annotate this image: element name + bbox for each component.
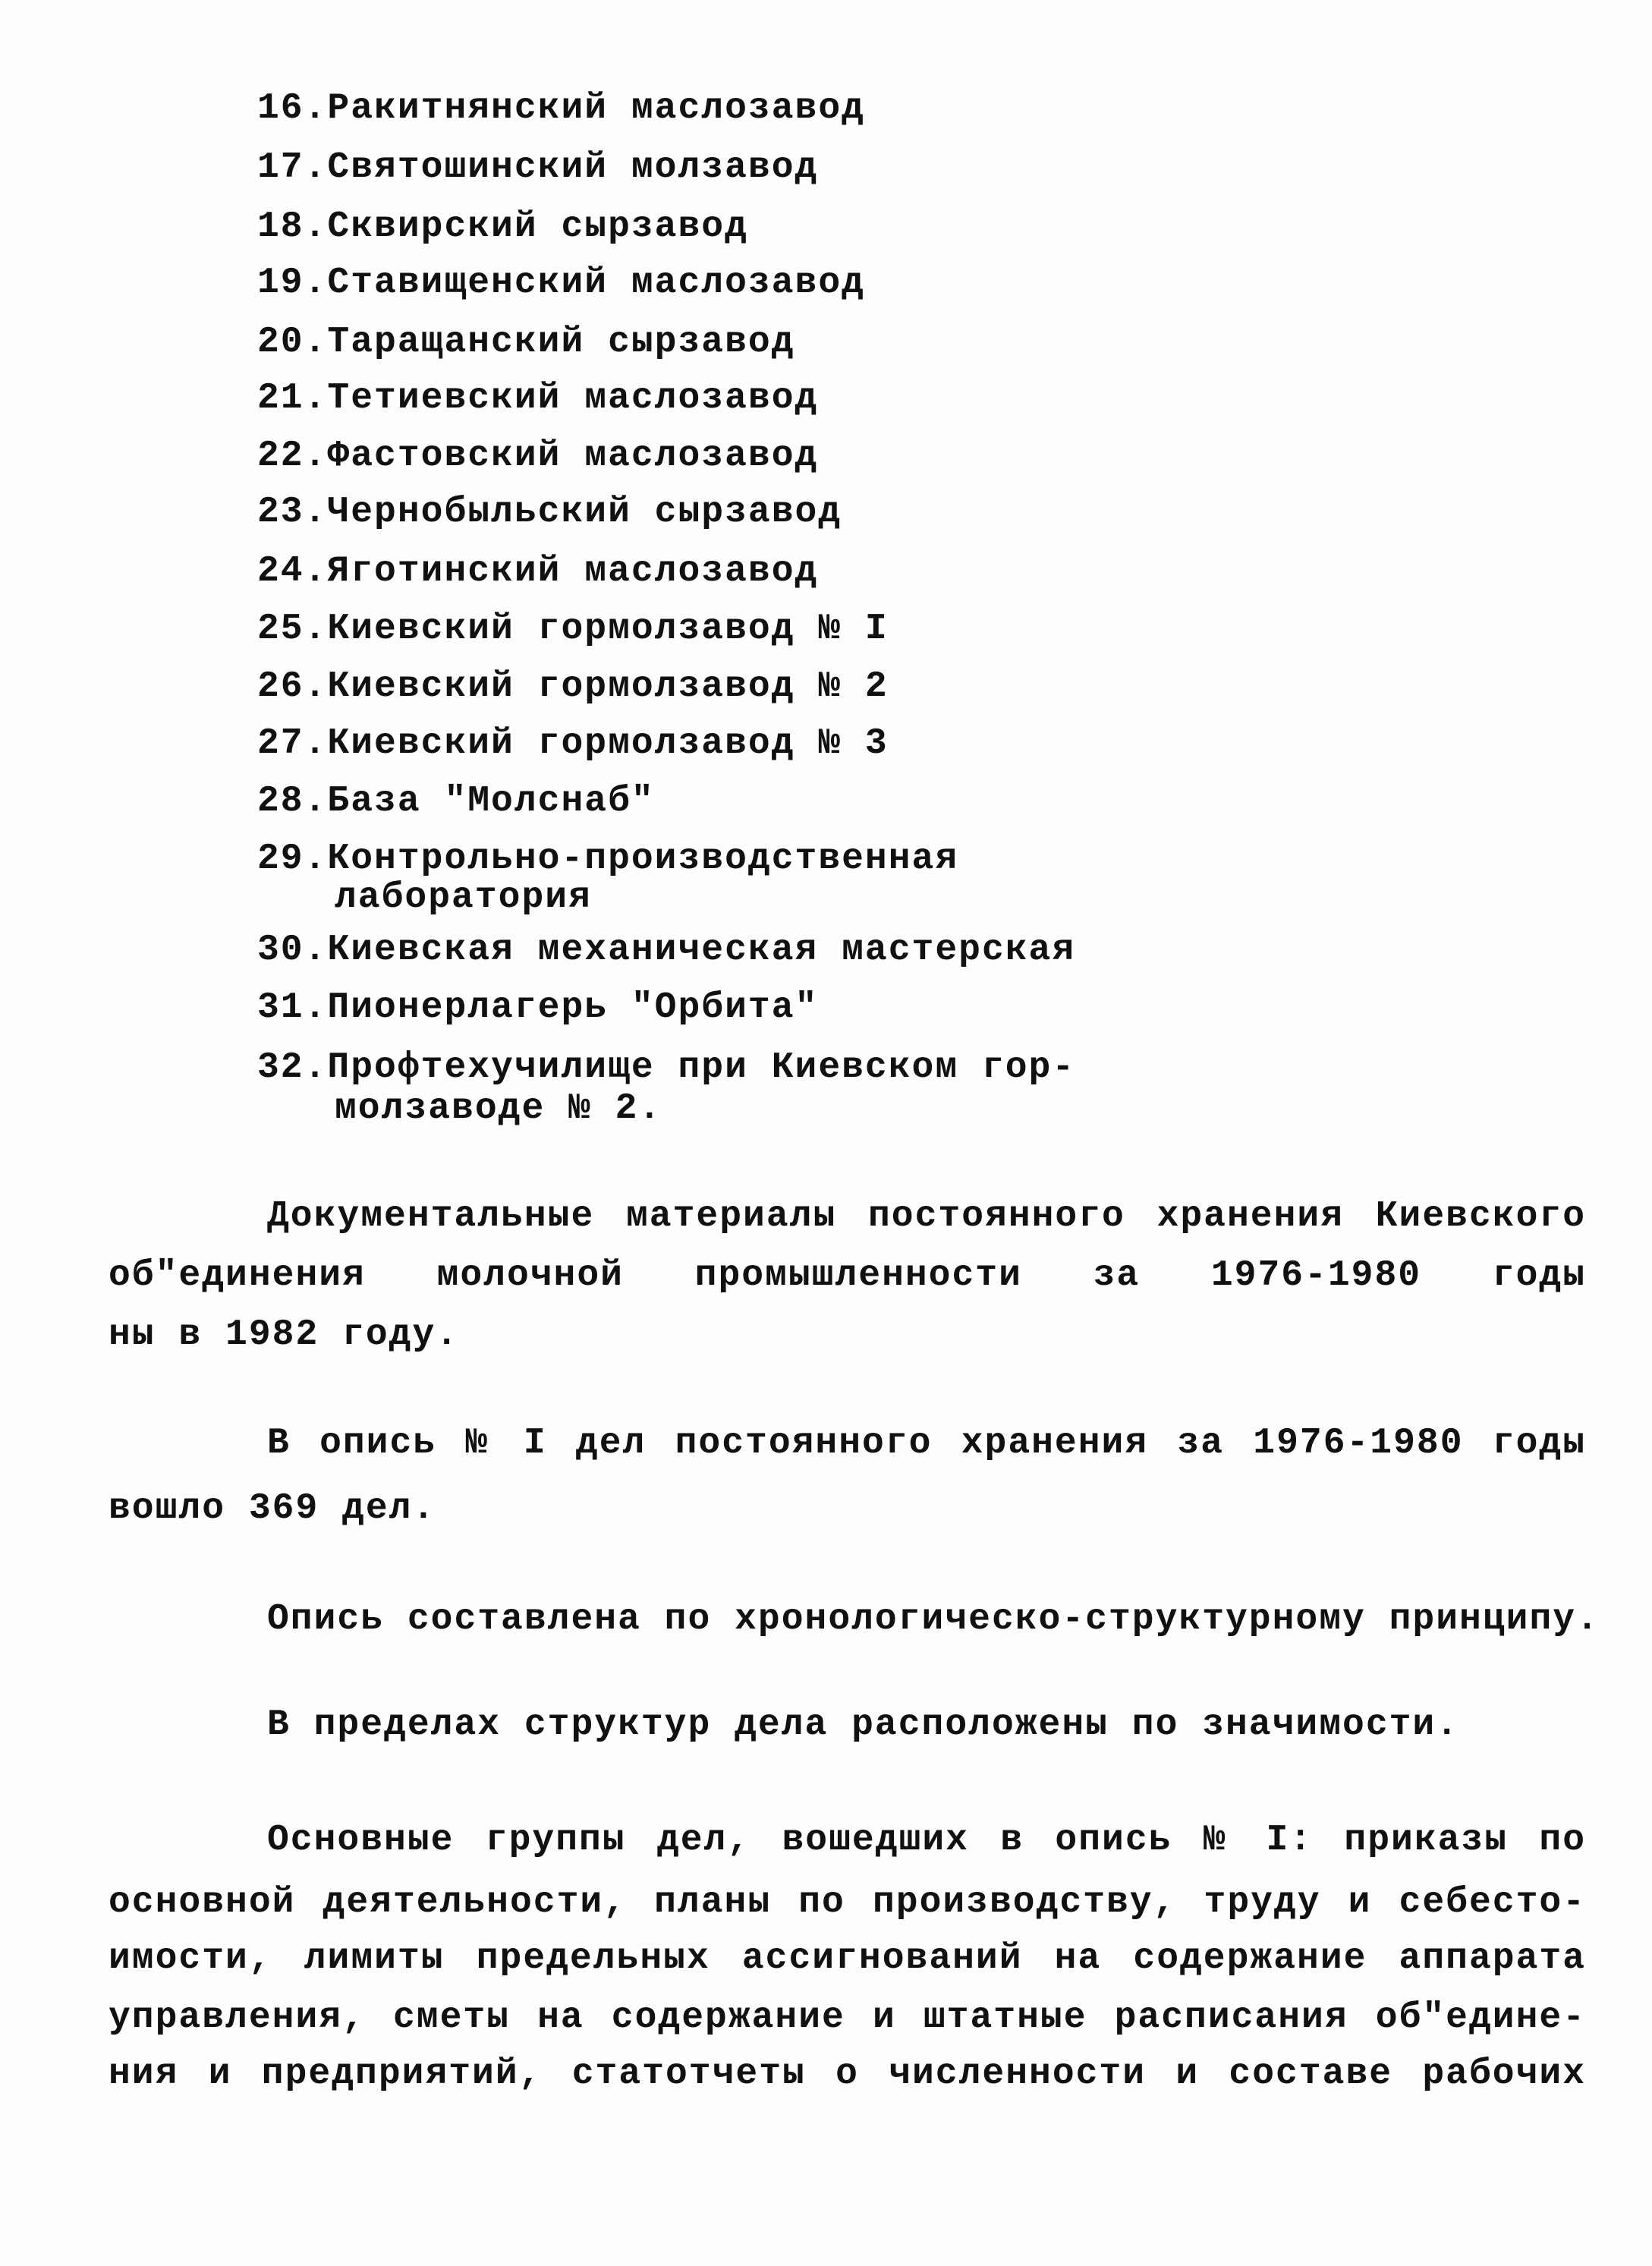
list-item: 27.Киевский гормолзавод № 3 xyxy=(257,723,889,764)
list-item: 32.Профтехучилище при Киевском гор- xyxy=(257,1047,1076,1088)
list-item: 24.Яготинский маслозавод xyxy=(257,551,819,592)
list-item: 30.Киевская механическая мастерская xyxy=(257,930,1076,971)
list-item: 28.База "Молснаб" xyxy=(257,781,655,822)
paragraph-line: Опись составлена по хронологическо-структурному принципу. xyxy=(267,1599,1600,1640)
list-item-continuation: молзаводе № 2. xyxy=(335,1088,662,1129)
paragraph-line: Документальные материалы постоянного хранения Киевского xyxy=(267,1196,1586,1237)
paragraph-line: В опись № I дел постоянного хранения за 1976-1980 годы xyxy=(267,1423,1586,1464)
paragraph-line: В пределах структур дела расположены по значимости. xyxy=(267,1704,1460,1745)
list-item: 18.Сквирский сырзавод xyxy=(257,206,748,247)
list-item: 20.Таращанский сырзавод xyxy=(257,322,795,363)
paragraph-line: ния и предприятий, статотчеты о численности и составе рабочих xyxy=(109,2054,1586,2094)
list-item: 31.Пионерлагерь "Орбита" xyxy=(257,987,819,1028)
list-item: 16.Ракитнянский маслозавод xyxy=(257,88,865,129)
paragraph-line: об"единения молочной промышленности за 1976-1980 годы xyxy=(109,1255,1586,1296)
paragraph-line: основной деятельности, планы по производству, труду и себесто- xyxy=(109,1882,1586,1923)
paragraph-line: Основные группы дел, вошедших в опись № I: приказы по xyxy=(267,1820,1586,1861)
list-item: 23.Чернобыльский сырзавод xyxy=(257,492,842,533)
list-item: 25.Киевский гормолзавод № I xyxy=(257,609,889,650)
paragraph-line: вошло 369 дел. xyxy=(109,1488,436,1529)
list-item: 26.Киевский гормолзавод № 2 xyxy=(257,666,889,707)
paragraph-line: имости, лимиты предельных ассигнований на содержание аппарата xyxy=(109,1938,1586,1979)
list-item: 29.Контрольно-производственная xyxy=(257,839,959,880)
paragraph-line: ны в 1982 году. xyxy=(109,1314,460,1355)
list-item-continuation: лаборатория xyxy=(335,877,592,918)
list-item: 19.Ставищенский маслозавод xyxy=(257,263,865,304)
list-item: 21.Тетиевский маслозавод xyxy=(257,378,819,419)
list-item: 22.Фастовский маслозавод xyxy=(257,436,819,477)
list-item: 17.Святошинский молзавод xyxy=(257,147,819,188)
paragraph-line: управления, сметы на содержание и штатные расписания об"едине- xyxy=(109,1997,1586,2038)
